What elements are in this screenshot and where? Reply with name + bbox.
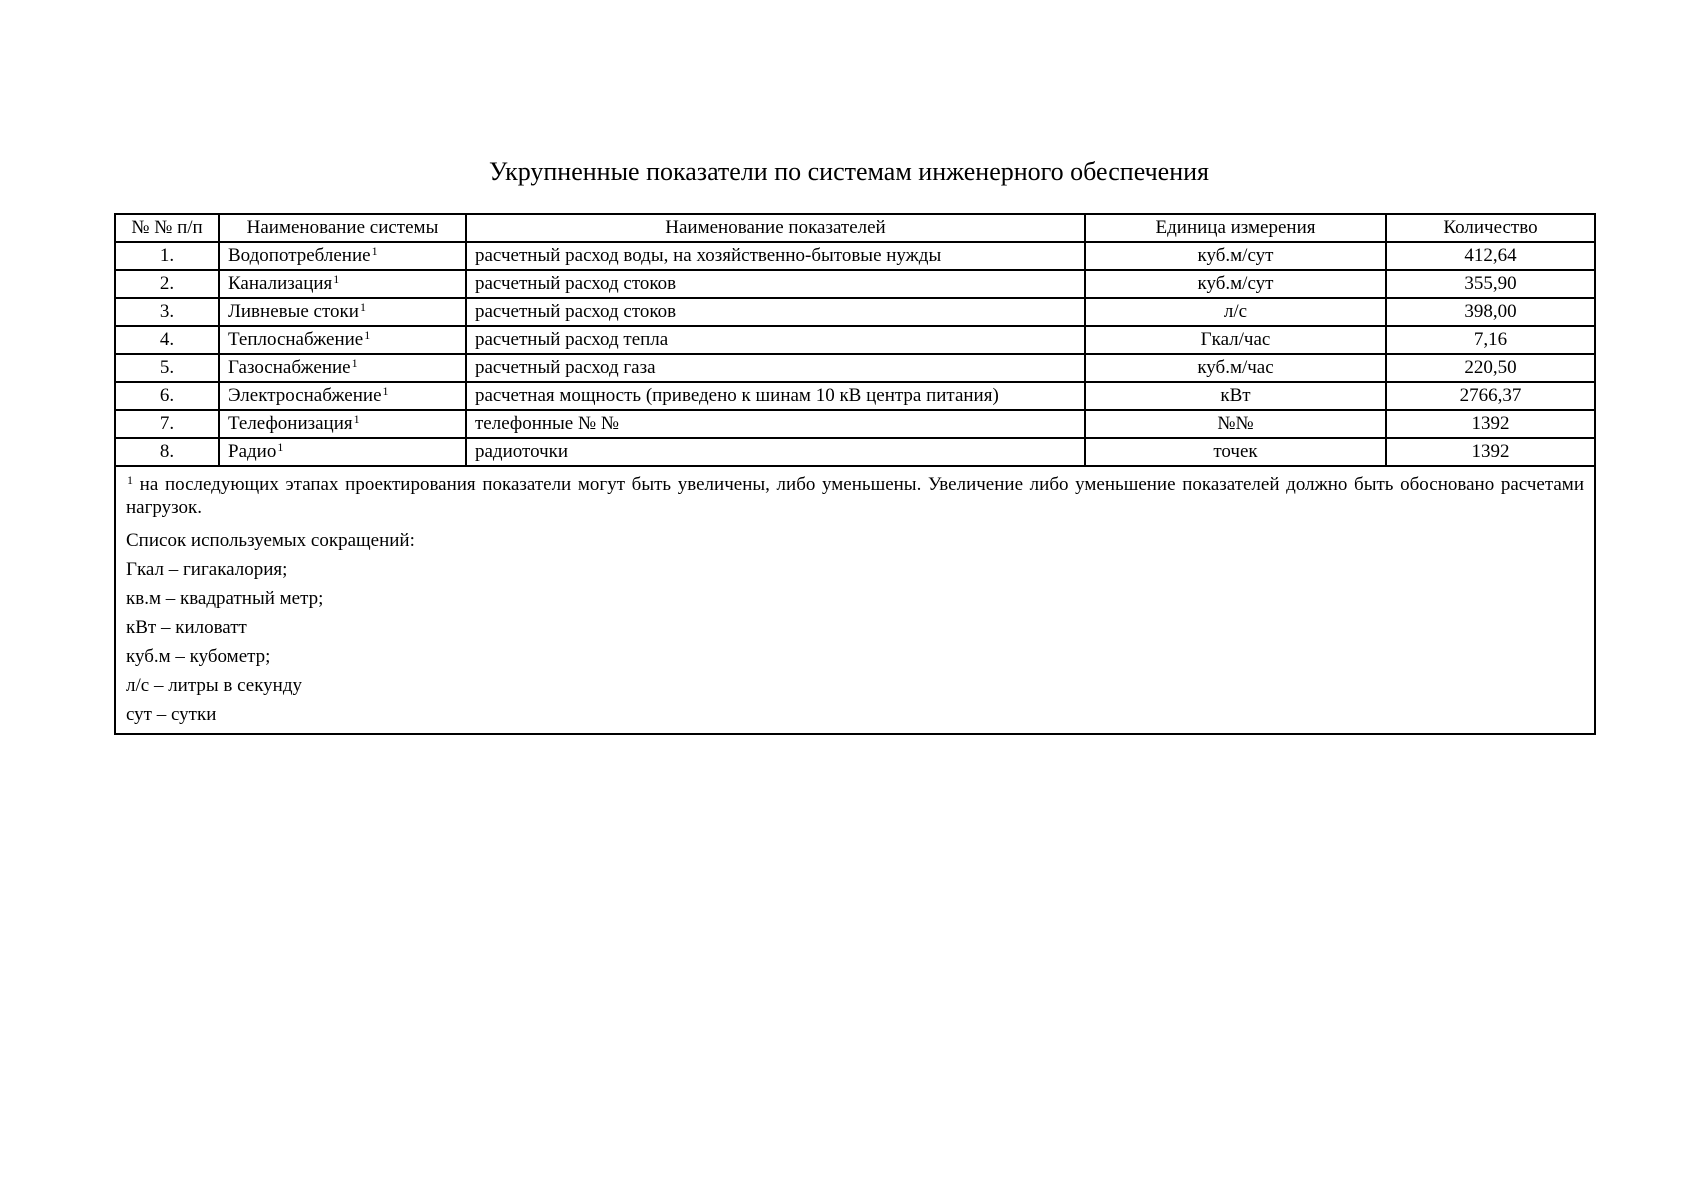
footnote-ref: 1 [353,412,360,426]
row-quantity: 398,00 [1386,298,1595,326]
row-quantity: 2766,37 [1386,382,1595,410]
abbreviation-item: кВт – киловатт [126,617,247,638]
row-quantity: 220,50 [1386,354,1595,382]
notes-cell [115,466,1595,734]
header-quantity: Количество [1386,214,1595,242]
abbreviation-item: куб.м – кубометр; [126,646,271,667]
header-num: № № п/п [115,214,219,242]
row-unit: Гкал/час [1085,326,1386,354]
row-system [219,242,466,270]
footnote-ref: 1 [364,328,371,342]
row-num: 3. [115,298,219,326]
table-row [115,242,1595,270]
row-system [219,410,466,438]
abbreviation-item: л/с – литры в секунду [126,675,303,696]
row-unit: куб.м/сут [1085,242,1386,270]
row-unit: л/с [1085,298,1386,326]
row-unit: кВт [1085,382,1386,410]
row-quantity: 355,90 [1386,270,1595,298]
row-indicator: расчетный расход стоков [466,298,1085,326]
row-unit: №№ [1085,410,1386,438]
footnote-ref: 1 [333,272,340,286]
table-row [115,326,1595,354]
footnote-ref: 1 [371,244,378,258]
row-indicator: расчетный расход тепла [466,326,1085,354]
table-row [115,354,1595,382]
row-system [219,326,466,354]
system-name: Водопотребление [228,245,371,266]
notes-row [115,466,1595,734]
row-num: 1. [115,242,219,270]
footnote [126,473,1584,519]
indicators-table [114,213,1596,735]
header-indicator: Наименование показателей [466,214,1085,242]
row-indicator: расчетный расход воды, на хозяйственно-бытовые нужды [466,242,1085,270]
abbreviation-item: сут – сутки [126,704,217,725]
footnote-ref: 1 [351,356,358,370]
system-name: Электроснабжение [228,385,382,406]
row-num: 5. [115,354,219,382]
row-num: 2. [115,270,219,298]
row-num: 6. [115,382,219,410]
table-row [115,382,1595,410]
footnote-ref: 1 [359,300,366,314]
row-indicator: расчетный расход газа [466,354,1085,382]
row-indicator: телефонные № № [466,410,1085,438]
row-unit: куб.м/час [1085,354,1386,382]
row-system [219,438,466,466]
row-unit: куб.м/сут [1085,270,1386,298]
footnote-ref: 1 [277,440,284,454]
table-row [115,298,1595,326]
system-name: Газоснабжение [228,357,351,378]
row-indicator: расчетный расход стоков [466,270,1085,298]
row-system [219,270,466,298]
row-unit: точек [1085,438,1386,466]
table-header-row [115,214,1595,242]
table-row [115,270,1595,298]
header-unit: Единица измерения [1085,214,1386,242]
row-indicator: расчетная мощность (приведено к шинам 10 кВ центра питания) [466,382,1085,410]
footnote-mark: 1 [127,473,133,487]
row-quantity: 1392 [1386,410,1595,438]
row-system [219,382,466,410]
row-num: 7. [115,410,219,438]
document-title: Укрупненные показатели по системам инженерного обеспечения [488,157,1209,186]
system-name: Ливневые стоки [228,301,359,322]
system-name: Теплоснабжение [228,329,364,350]
system-name: Телефонизация [228,413,353,434]
abbreviations-title: Список используемых сокращений: [126,530,415,551]
row-system [219,354,466,382]
table-row [115,410,1595,438]
abbreviation-item: кв.м – квадратный метр; [126,588,324,609]
footnote-text: на последующих этапах проектирования показатели могут быть увеличены, либо уменьшены. Увеличение либо уменьшение показателей должно быть обосновано расчетами нагрузок. [126,474,1584,518]
row-quantity: 412,64 [1386,242,1595,270]
abbreviation-item: Гкал – гигакалория; [126,559,288,580]
row-system [219,298,466,326]
table-row [115,438,1595,466]
header-system: Наименование системы [219,214,466,242]
row-indicator: радиоточки [466,438,1085,466]
system-name: Радио [228,441,277,462]
row-quantity: 7,16 [1386,326,1595,354]
row-num: 8. [115,438,219,466]
row-quantity: 1392 [1386,438,1595,466]
row-num: 4. [115,326,219,354]
system-name: Канализация [228,273,333,294]
footnote-ref: 1 [382,384,389,398]
